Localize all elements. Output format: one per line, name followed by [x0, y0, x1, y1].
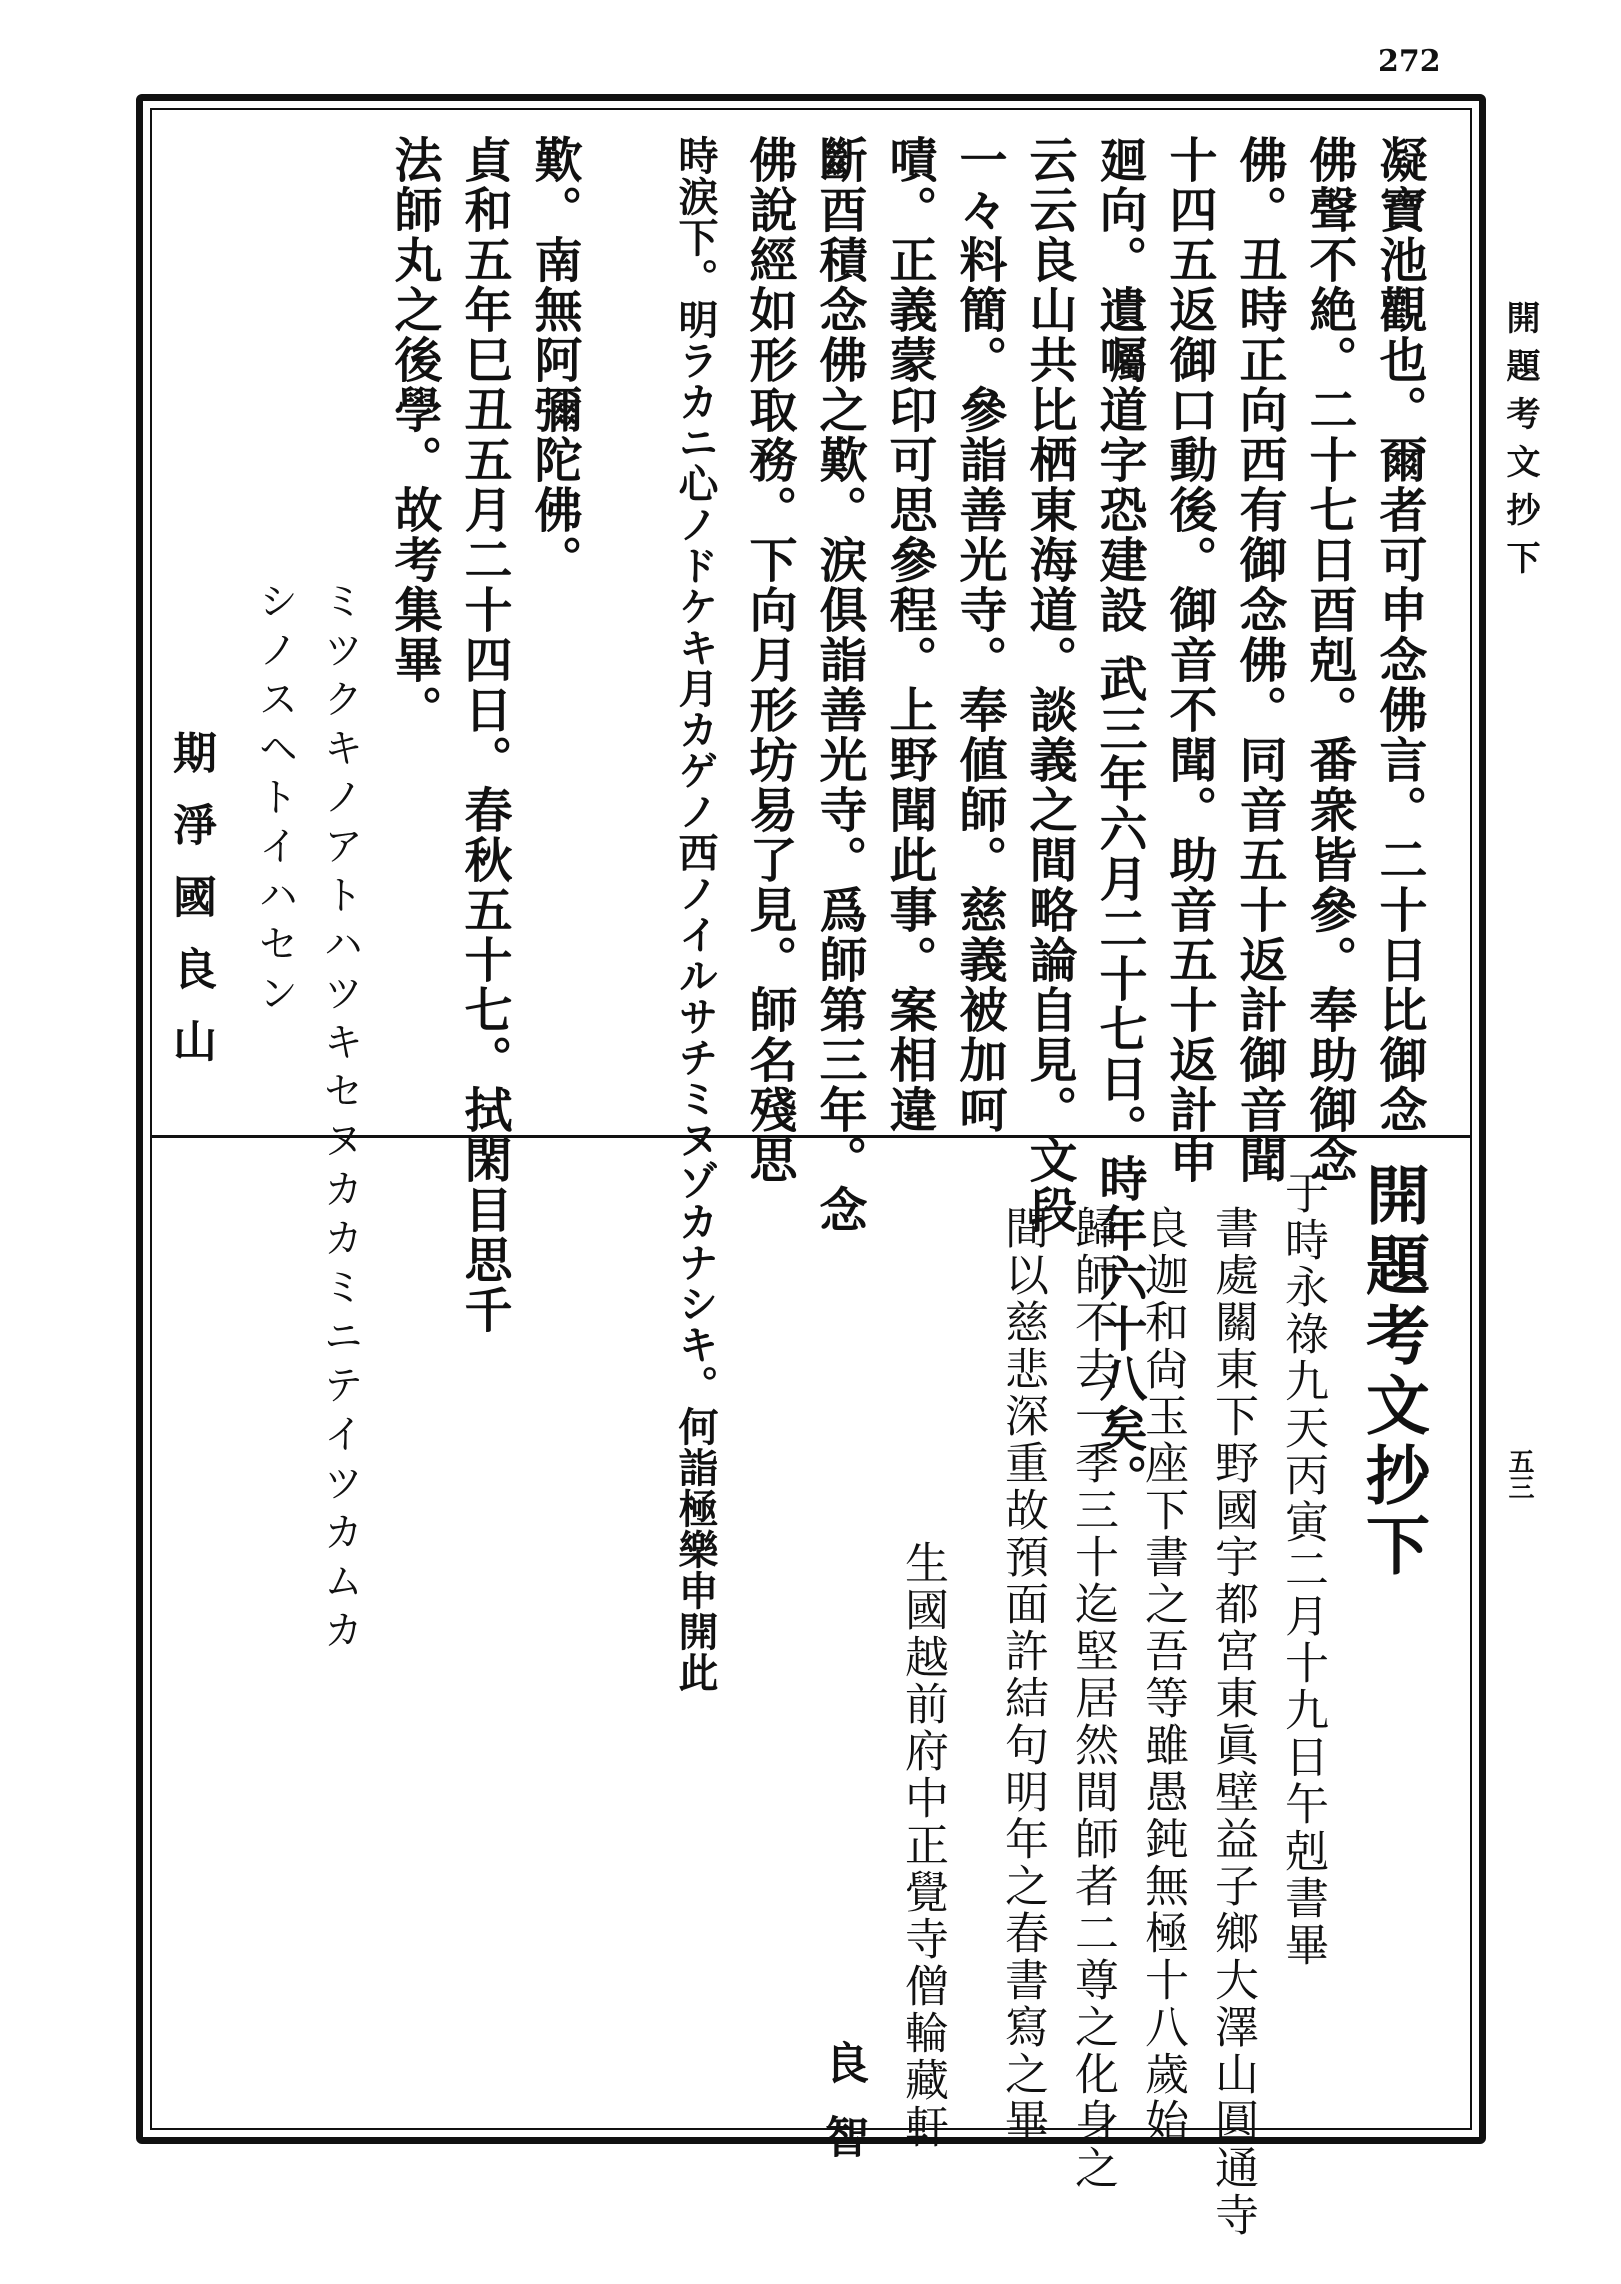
text-column: 佛說經如形取務。下向月形坊易了見。師名殘思 — [741, 135, 797, 1185]
text-column: 嘖。正義蒙印可思參程。上野聞此事。案相違 — [881, 135, 937, 1135]
text-column: 云云良山共比栖東海道。談義之間略論自見。文段 — [1021, 135, 1077, 1235]
colophon-line: 于時永祿九天丙寅二月十九日午剋書畢 — [1277, 1170, 1328, 1969]
colophon-line: 書處關東下野國宇都宮東眞壁益子鄉大澤山圓通寺 — [1207, 1205, 1258, 2239]
signature: 期淨國良山 — [165, 730, 216, 1090]
text-column: 凝寶池觀也。爾者可申念佛言。二十日比御念 — [1371, 135, 1427, 1135]
colophon-line: 良迦和尙玉座下書之吾等雖愚鈍無極十八歲始 — [1137, 1205, 1188, 2145]
text-column: 一々料簡。參詣善光寺。奉値師。慈義被加呵 — [951, 135, 1007, 1135]
margin-page-number: 五三 — [1504, 1448, 1534, 1500]
text-column: 貞和五年巳丑五月二十四日。春秋五十七。拭閑目思千 — [456, 135, 512, 1335]
scribe-origin: 生國越前府中正覺寺僧輪藏軒 — [897, 1540, 948, 2151]
scribe-name: 良智 — [817, 2040, 868, 2188]
text-column: 斷酉積念佛之歎。涙俱詣善光寺。爲師第三年。念 — [811, 135, 867, 1235]
colophon-line: 歸師不去一季三十迄堅居然間師者二尊之化身之 — [1067, 1205, 1118, 2192]
text-column: 法師丸之後學。故考集畢。 — [386, 135, 442, 735]
text-column: 十四五返御口動後。御音不聞。助音五十返計申 — [1161, 135, 1217, 1185]
running-title: 開題考文抄下 — [1500, 300, 1540, 588]
text-column: 時涙下。明ラカニ心ノドケキ月カゲノ西ノイルサチミヌゾカナシキ。何詣極樂申開此 — [672, 135, 719, 1693]
text-column: 廻向。遺囑道字恐建設 武三年六月二十七日。時年六十八矣。 — [1091, 135, 1147, 1504]
katakana-column: シノスヘトイハセン — [252, 580, 298, 1021]
text-column: 佛聲不絶。二十七日酉剋。番衆皆參。奉助御念 — [1301, 135, 1357, 1185]
colophon-title: 開題考文抄下 — [1355, 1162, 1430, 1582]
colophon-line: 間以慈悲深重故預面許結句明年之春書寫之畢 — [997, 1205, 1048, 2145]
text-column: 歎。南無阿彌陀佛。 — [526, 135, 582, 585]
page-number: 272 — [1378, 44, 1441, 79]
text-column: 佛。丑時正向西有御念佛。同音五十返計御音聞 — [1231, 135, 1287, 1185]
katakana-column: ミツクキノアトハツキセヌカカミニテイツカムカ — [317, 580, 363, 1658]
